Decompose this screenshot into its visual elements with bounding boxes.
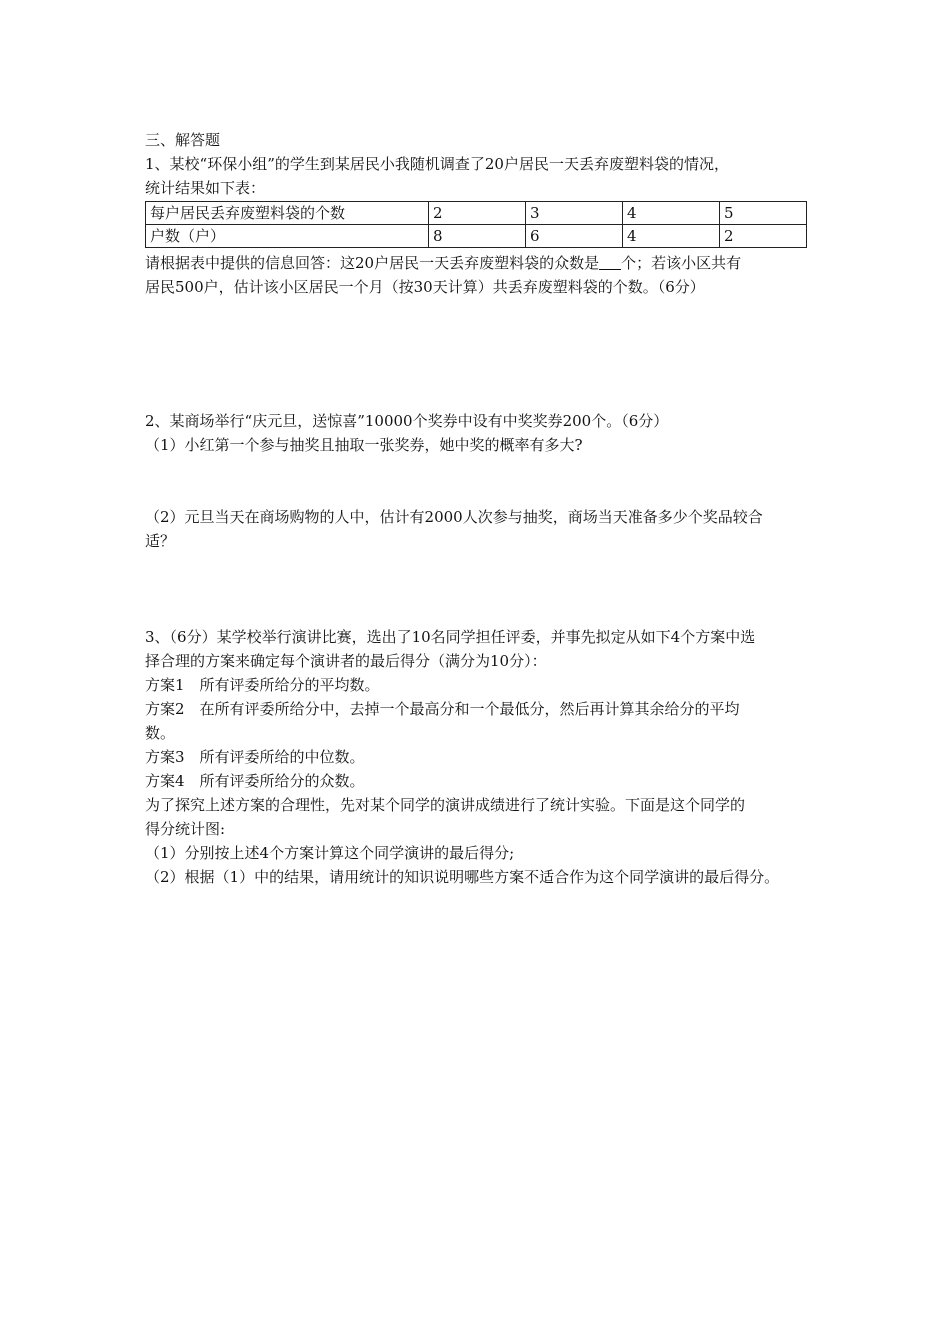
q1-text-line1: 1、某校“环保小组”的学生到某居民小我随机调查了20户居民一天丢弃废塑料袋的情况， [145, 155, 729, 173]
q3-plan2-line2: 数。 [145, 724, 176, 742]
q3-plan3: 方案3 所有评委所给的中位数。 [145, 748, 365, 766]
table-cell: 6 [526, 225, 623, 248]
q3-line2: 择合理的方案来确定每个演讲者的最后得分（满分为10分）： [145, 652, 547, 670]
q1-question-part1: 请根据表中提供的信息回答：这20户居民一天丢弃废塑料袋的众数是 [145, 254, 600, 272]
answer-space [145, 553, 810, 625]
table-cell: 5 [720, 202, 807, 225]
q3-plan1: 方案1 所有评委所给分的平均数。 [145, 676, 380, 694]
section-title: 三、解答题 [145, 131, 221, 149]
table-cell: 2 [720, 225, 807, 248]
q3-intro-line1: 为了探究上述方案的合理性，先对某个同学的演讲成绩进行了统计实验。下面是这个同学的 [145, 796, 746, 814]
answer-space [145, 457, 810, 505]
q3-plan4: 方案4 所有评委所给分的众数。 [145, 772, 365, 790]
table-cell: 2 [429, 202, 526, 225]
q1-question-line2: 居民500户，估计该小区居民一个月（按30天计算）共丢弃废塑料袋的个数。（6分） [145, 278, 705, 296]
q3-sub1: （1）分别按上述4个方案计算这个同学演讲的最后得分; [145, 844, 515, 862]
table-cell: 4 [623, 202, 720, 225]
table-cell: 4 [623, 225, 720, 248]
q2-sub2-line2: 适？ [145, 532, 176, 550]
table-row [146, 202, 807, 225]
document-content [145, 128, 810, 889]
table-row [146, 225, 807, 248]
table-cell: 每户居民丢弃废塑料袋的个数 [146, 202, 429, 225]
q1-text-line2: 统计结果如下表： [145, 179, 266, 197]
q3-sub2: （2）根据（1）中的结果，请用统计的知识说明哪些方案不适合作为这个同学演讲的最后得分。 [145, 868, 780, 886]
answer-space [145, 299, 810, 409]
answer-blank [599, 255, 621, 270]
q2-sub1: （1）小红第一个参与抽奖且抽取一张奖券，她中奖的概率有多大? [145, 436, 583, 454]
q1-data-table [145, 201, 807, 248]
table-cell: 户数（户） [146, 225, 429, 248]
q3-intro-line2: 得分统计图: [145, 820, 226, 838]
table-cell: 8 [429, 225, 526, 248]
q3-plan2-line1: 方案2 在所有评委所给分中，去掉一个最高分和一个最低分，然后再计算其余给分的平均 [145, 700, 740, 718]
q1-question-line1 [145, 251, 810, 275]
q2-sub2-line1: （2）元旦当天在商场购物的人中，估计有2000人次参与抽奖，商场当天准备多少个奖品较合 [145, 508, 763, 526]
q1-question-part2: 个；若该小区共有 [621, 254, 742, 272]
q3-line1: 3、（6分）某学校举行演讲比赛，选出了10名同学担任评委，并事先拟定从如下4个方案中选 [145, 628, 756, 646]
table-cell: 3 [526, 202, 623, 225]
q2-text: 2、某商场举行“庆元旦，送惊喜”10000个奖券中设有中奖奖券200个。（6分） [145, 412, 669, 430]
